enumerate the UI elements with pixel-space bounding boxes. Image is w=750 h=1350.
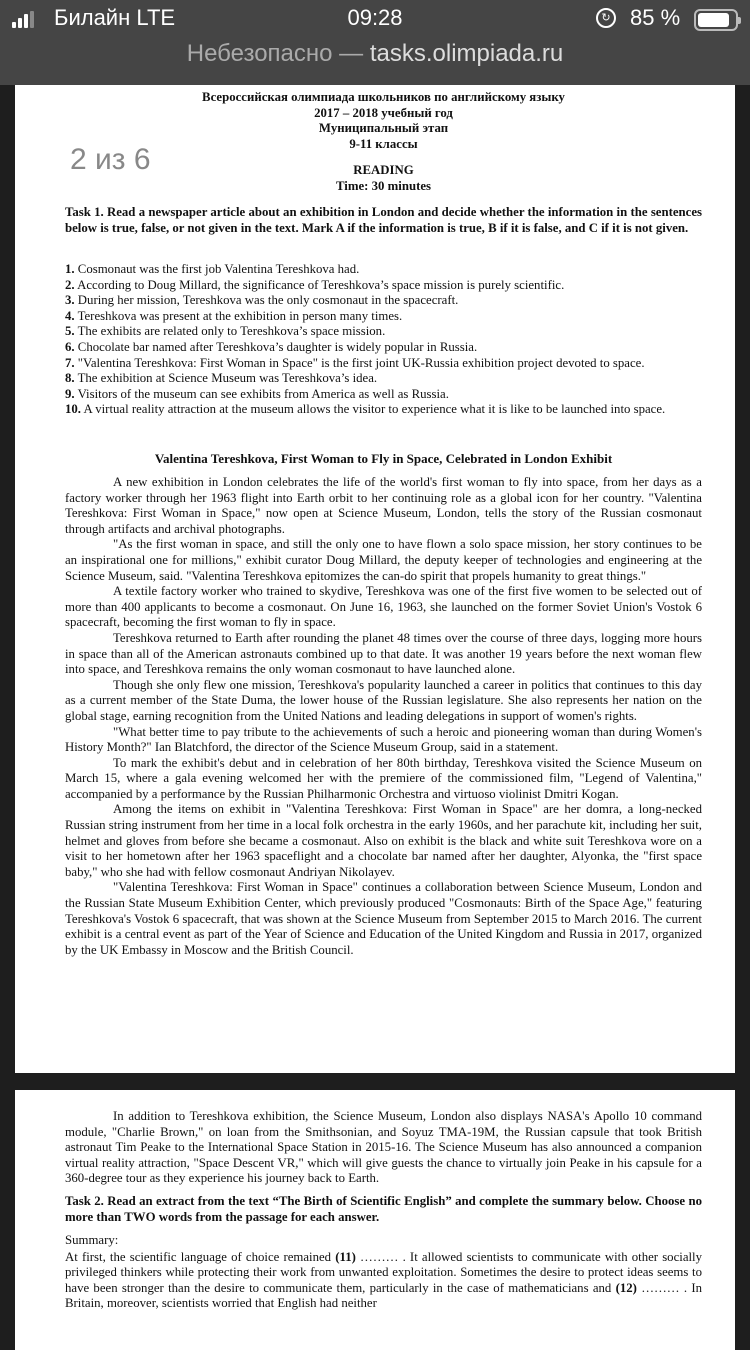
statement-text: The exhibition at Science Museum was Tereshkova’s idea.	[74, 371, 378, 386]
carrier: Билайн LTE	[54, 5, 176, 30]
url-host: tasks.olimpiada.ru	[369, 40, 564, 67]
summary-label: Summary:	[65, 1233, 119, 1247]
article-paragraph: A new exhibition in London celebrates the life of the world's first woman to fly into space, from her days as a factory worker through her 1963 flight into Earth orbit to her continuing role as a global icon for her country. "Valentina Tereshkova: First Woman in Space," now open at Science Museum, London, tells the story of the Russian cosmonaut through artifacts and archival photographs.	[65, 475, 702, 536]
statement-number: 8.	[65, 371, 75, 386]
statement-item	[65, 340, 702, 356]
statement-item	[65, 371, 702, 387]
battery-icon	[694, 9, 738, 31]
statement-item	[65, 356, 702, 372]
url-separator: —	[332, 40, 370, 67]
summary-segment: ……… . In Britain, moreover, scientists worried that English had neither	[65, 1280, 702, 1311]
header-line: Всероссийская олимпиада школьников по английскому языку	[202, 90, 565, 104]
statement-text: During her mission, Tereshkova was the only cosmonaut in the spacecraft.	[74, 293, 459, 308]
header-line: Муниципальный этап	[318, 121, 449, 136]
url-bar[interactable]	[0, 40, 750, 68]
rotation-lock-icon: ↻	[596, 8, 616, 28]
article-paragraph: Among the items on exhibit in "Valentina Tereshkova: First Woman in Space" are her domra, a long-necked Russian string instrument from her time in a local folk orchestra in the early 1960s, and her parachute kit, including her suit, helmet and gloves from before she became a cosmonaut. Also on exhibit is the black and white suit Tereshkova wore on a visit to her hometown after her 1963 spaceflight and a chocolate bar named after her daughter, Alyonka, the "first space baby," who she had with fellow cosmonaut Andriyan Nikolayev.	[65, 802, 702, 879]
statement-item	[65, 387, 702, 403]
article-body	[65, 475, 702, 958]
task2-summary	[65, 1233, 702, 1312]
statement-item	[65, 262, 702, 278]
gap-12: (12)	[615, 1280, 637, 1295]
header-line: 9-11 классы	[349, 136, 418, 151]
statement-text: Chocolate bar named after Tereshkova’s daughter is widely popular in Russia.	[74, 339, 478, 354]
statement-text: Tereshkova was present at the exhibition in person many times.	[74, 308, 403, 323]
header-line: 2017 – 2018 учебный год	[314, 105, 453, 120]
statement-text: According to Doug Millard, the significance of Tereshkova’s space mission is purely scientific.	[74, 277, 565, 292]
article-paragraph: Though she only flew one mission, Tereshkova's popularity launched a career in politics that continues to this day as a current member of the State Duma, the lower house of the Russian legislature. She also represents her nation on the global stage, earning recognition from the United Nations and leading delegations in support of women's rights.	[65, 677, 702, 723]
statement-text: A virtual reality attraction at the museum allows the visitor to experience what it is like to be launched into space.	[81, 402, 666, 417]
pdf-page-1	[15, 85, 735, 1073]
summary-text	[65, 1250, 702, 1312]
summary-segment: At first, the scientific language of choice remained	[65, 1249, 336, 1264]
article-paragraph: "As the first woman in space, and still the only one to have flown a solo space mission, her story continues to be an inspirational one for millions," exhibit curator Doug Millard, the deputy keeper of technologies and engineering at the Science Museum, said. "Valentina Tereshkova epitomizes the can-do spirit that propels humanity to great things."	[65, 537, 702, 583]
gap-11: (11)	[335, 1249, 356, 1264]
statement-number: 6.	[65, 339, 75, 354]
statement-number: 4.	[65, 308, 75, 323]
article-paragraph: A textile factory worker who trained to skydive, Tereshkova was one of the first five women to be selected out of more than 400 applicants to become a cosmonaut. On June 16, 1963, she launched on the former Soviet Union's Vostok 6 spacecraft, becoming the first woman to fly in space.	[65, 584, 702, 630]
statement-number: 1.	[65, 262, 75, 276]
summary-segment: ……… . It allowed scientists to communicate with other socially privileged thinkers while protecting their work from unwanted exploitation. Sometimes the desire to protect ideas seems to have been stronger than the desire to communicate them, particularly in the case of mathematicians and	[65, 1249, 703, 1295]
article-title: Valentina Tereshkova, First Woman to Fly in Space, Celebrated in London Exhibit	[154, 451, 613, 466]
statement-item	[65, 324, 702, 340]
section-title: READING	[353, 163, 414, 177]
article-paragraph: "Valentina Tereshkova: First Woman in Space" continues a collaboration between Science Museum, London and the Russian State Museum Exhibition Center, which previously produced "Cosmonauts: Birth of the Space Age," featuring Tereshkova's Vostok 6 spacecraft, that was shown at the Science Museum from September 2015 to March 2016. The current exhibit is a central event as part of the Year of Science and Education of the United Kingdom and Russia in 2017, organized by the UK Embassy in Moscow and the British Council.	[65, 880, 702, 957]
statement-number: 10.	[65, 402, 81, 417]
page-indicator: 2 из 6	[70, 143, 151, 176]
task1-instructions: Task 1. Read a newspaper article about an exhibition in London and decide whether the information in the sentences below is true, false, or not given in the text. Mark A if the information is true, B if it is false, and C if it is not given.	[65, 205, 702, 235]
statement-item	[65, 309, 702, 325]
task1-statements	[65, 262, 702, 418]
statement-text: "Valentina Tereshkova: First Woman in Space" is the first joint UK-Russia exhibition project devoted to space.	[74, 355, 645, 370]
statement-number: 5.	[65, 324, 75, 339]
article-paragraph: In addition to Tereshkova exhibition, the Science Museum, London also displays NASA's Apollo 10 command module, "Charlie Brown," on loan from the Smithsonian, and Soyuz TMA-19M, the Russian capsule that took British astronaut Tim Peake to the International Space Station in 2015-16. The Science Museum has also announced a companion virtual reality attraction, "Space Descent VR," which will give guests the chance to virtually join Peake in his capsule for a 360-degree tour as they experience his journey back to Earth.	[65, 1109, 702, 1186]
statement-text: Visitors of the museum can see exhibits from America as well as Russia.	[74, 386, 449, 401]
statement-item	[65, 278, 702, 294]
statement-item	[65, 402, 702, 418]
document-header	[65, 90, 702, 152]
article-paragraph: Tereshkova returned to Earth after rounding the planet 48 times over the course of three days, logging more hours in space than all of the American astronauts combined up to that date. It was another 19 years before the next woman flew into space, and Tereshkova remains the only woman cosmonaut to have launched alone.	[65, 630, 702, 677]
clock: 09:28	[347, 5, 403, 30]
status-bar	[0, 0, 750, 85]
security-label: Небезопасно	[186, 40, 333, 67]
article-paragraph: To mark the exhibit's debut and in celebration of her 80th birthday, Tereshkova visited the Science Museum on March 15, where a gala evening welcomed her with the premiere of the commissioned film, "Legend of Valentina," accompanied by a performance by the Russian Philharmonic Orchestra and virtuoso violinist Dmitri Kogan.	[65, 755, 702, 801]
pdf-page-2	[15, 1090, 735, 1350]
task2-instructions: Task 2. Read an extract from the text “The Birth of Scientific English” and complete the summary below. Choose no more than TWO words from the passage for each answer.	[65, 1194, 702, 1224]
section-time: Time: 30 minutes	[335, 178, 432, 193]
statement-number: 2.	[65, 277, 75, 292]
statement-item	[65, 293, 702, 309]
section-heading	[65, 163, 702, 194]
battery-percent: 85 %	[630, 5, 681, 30]
statement-text: Cosmonaut was the first job Valentina Tereshkova had.	[74, 262, 360, 276]
statement-number: 7.	[65, 355, 75, 370]
statement-number: 3.	[65, 293, 75, 308]
article-paragraph: "What better time to pay tribute to the achievements of such a heroic and pioneering woman than during Women's History Month?" Ian Blatchford, the director of the Science Museum Group, said in a statement.	[65, 724, 702, 755]
statement-text: The exhibits are related only to Tereshkova’s space mission.	[74, 324, 386, 339]
statement-number: 9.	[65, 386, 75, 401]
